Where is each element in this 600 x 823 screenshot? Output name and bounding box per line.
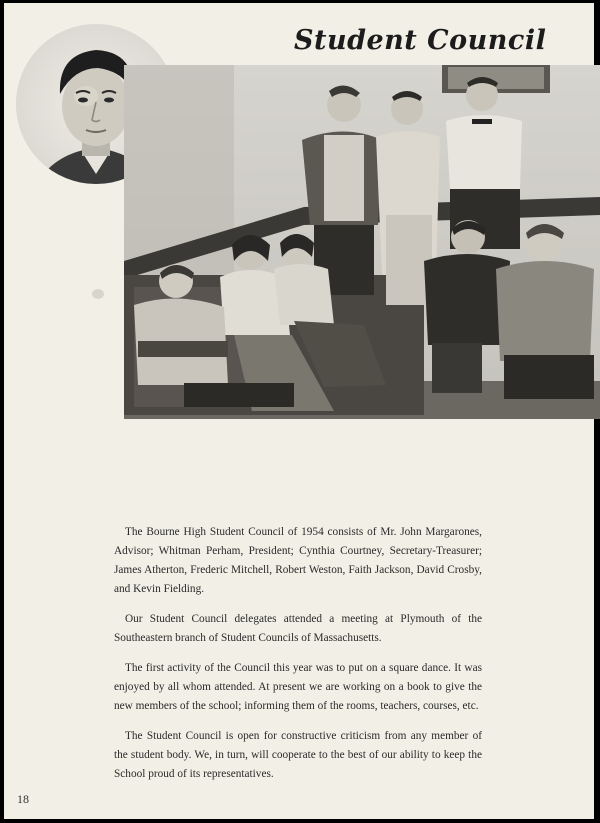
student-council-group-photo xyxy=(124,65,600,419)
paragraph-criticism: The Student Council is open for constructive criticism from any member of the student body. We, in turn, will cooperate to the best of our ability to keep the School proud of its representatives. xyxy=(114,730,482,780)
paragraph-members: The Bourne High Student Council of 1954 consists of Mr. John Margarones, Advisor; Whitman Perham, President; Cynthia Courtney, Secretary-Treasurer; James Atherton, Frederic Mitchell, Robert Weston, Faith Jackson, David Crosby, and Kevin Fielding. xyxy=(114,526,482,595)
paper-smudge xyxy=(91,288,105,300)
article-body xyxy=(114,523,482,795)
paragraph-meeting: Our Student Council delegates attended a meeting at Plymouth of the Southeastern branch of Student Councils of Massachusetts. xyxy=(114,613,482,644)
page-title: Student Council xyxy=(294,25,547,56)
yearbook-page xyxy=(4,3,594,819)
paragraph-activities: The first activity of the Council this year was to put on a square dance. It was enjoyed by all whom attended. At present we are working on a book to give the new members of the school; informing them of the rooms, teachers, courses, etc. xyxy=(114,662,482,712)
page-number: 18 xyxy=(17,792,29,806)
group-photo-image xyxy=(124,65,600,419)
